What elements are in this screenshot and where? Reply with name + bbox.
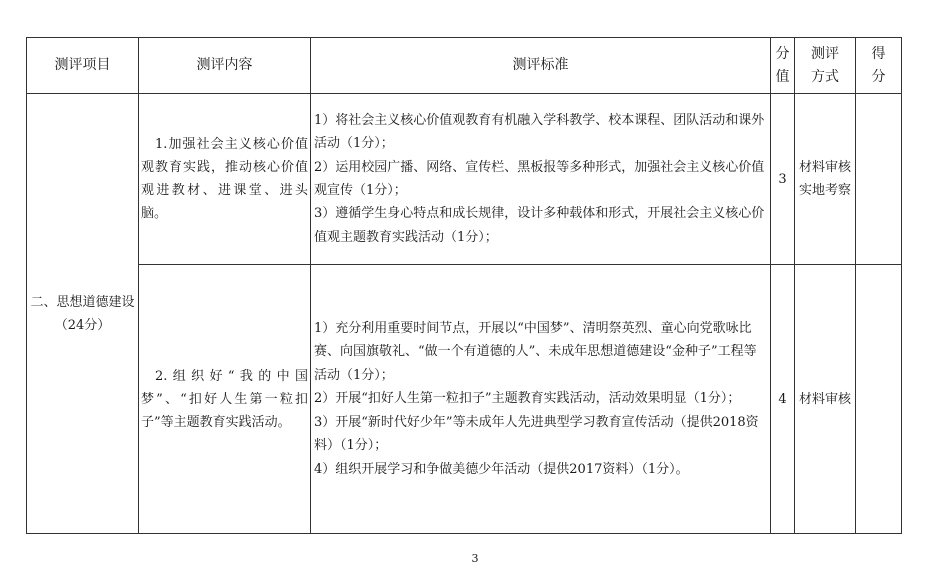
standard-item: 1）将社会主义核心价值观教育有机融入学科教学、校本课程、团队活动和课外活动（1分）； — [314, 112, 765, 152]
content-cell — [139, 265, 311, 534]
header-project: 测评项目 — [27, 38, 139, 94]
header-standard: 测评标准 — [311, 38, 771, 94]
standard-item: 2）开展“扣好人生第一粒扣子”主题教育实践活动，活动效果明显（1分）； — [314, 391, 741, 407]
standard-item: 4）组织开展学习和争做美德少年活动（提供2017资料）（1分）。 — [314, 461, 689, 477]
header-score-line1: 分 — [775, 45, 790, 62]
score-cell: 4 — [771, 265, 795, 534]
header-got-line2: 分 — [871, 68, 886, 85]
got-score-cell — [856, 265, 902, 534]
content-cell — [139, 94, 311, 265]
content-text: 1.加强社会主义核心价值观教育实践，推动核心价值观进教材、进课堂、进头脑。 — [141, 137, 308, 221]
standard-cell — [311, 265, 771, 534]
header-got — [856, 38, 902, 94]
standard-item: 1）充分利用重要时间节点，开展以“中国梦”、清明祭英烈、童心向党歌咏比赛、向国旗敬礼、“做一个有道德的人”、未成年思想道德建设“金种子”工程等活动（1分）； — [314, 321, 757, 383]
header-got-line1: 得 — [871, 45, 886, 62]
standard-item: 2）运用校园广播、网络、宣传栏、黑板报等多种形式，加强社会主义核心价值观宣传（1分）； — [314, 159, 765, 198]
project-title: 二、思想道德建设 — [30, 294, 135, 310]
header-method-line2: 方式 — [811, 68, 839, 85]
content-text: 2.组织好“我的中国梦”、“扣好人生第一粒扣子”等主题教育实践活动。 — [141, 368, 308, 430]
got-score-cell — [856, 94, 902, 265]
method-cell: 材料审核实地考察 — [795, 94, 856, 265]
header-score — [771, 38, 795, 94]
project-points: （24分） — [54, 317, 111, 333]
standard-item: 3）开展“新时代好少年”等未成年人先进典型学习教育宣传活动（提供2018资料）（1分）； — [314, 414, 759, 454]
header-score-line2: 值 — [775, 68, 790, 85]
header-method-line1: 测评 — [811, 45, 839, 62]
table-row — [27, 265, 902, 534]
standard-item: 3）遵循学生身心特点和成长规律，设计多种载体和形式，开展社会主义核心价值观主题教育实践活动（1分）； — [314, 206, 765, 245]
header-content: 测评内容 — [139, 38, 311, 94]
page-number: 3 — [471, 552, 479, 565]
header-method — [795, 38, 856, 94]
method-cell: 材料审核 — [795, 265, 856, 534]
table-row — [27, 94, 902, 265]
score-cell: 3 — [771, 94, 795, 265]
header-row — [27, 38, 902, 94]
project-cell — [27, 94, 139, 534]
evaluation-table — [26, 37, 902, 534]
standard-cell — [311, 94, 771, 265]
